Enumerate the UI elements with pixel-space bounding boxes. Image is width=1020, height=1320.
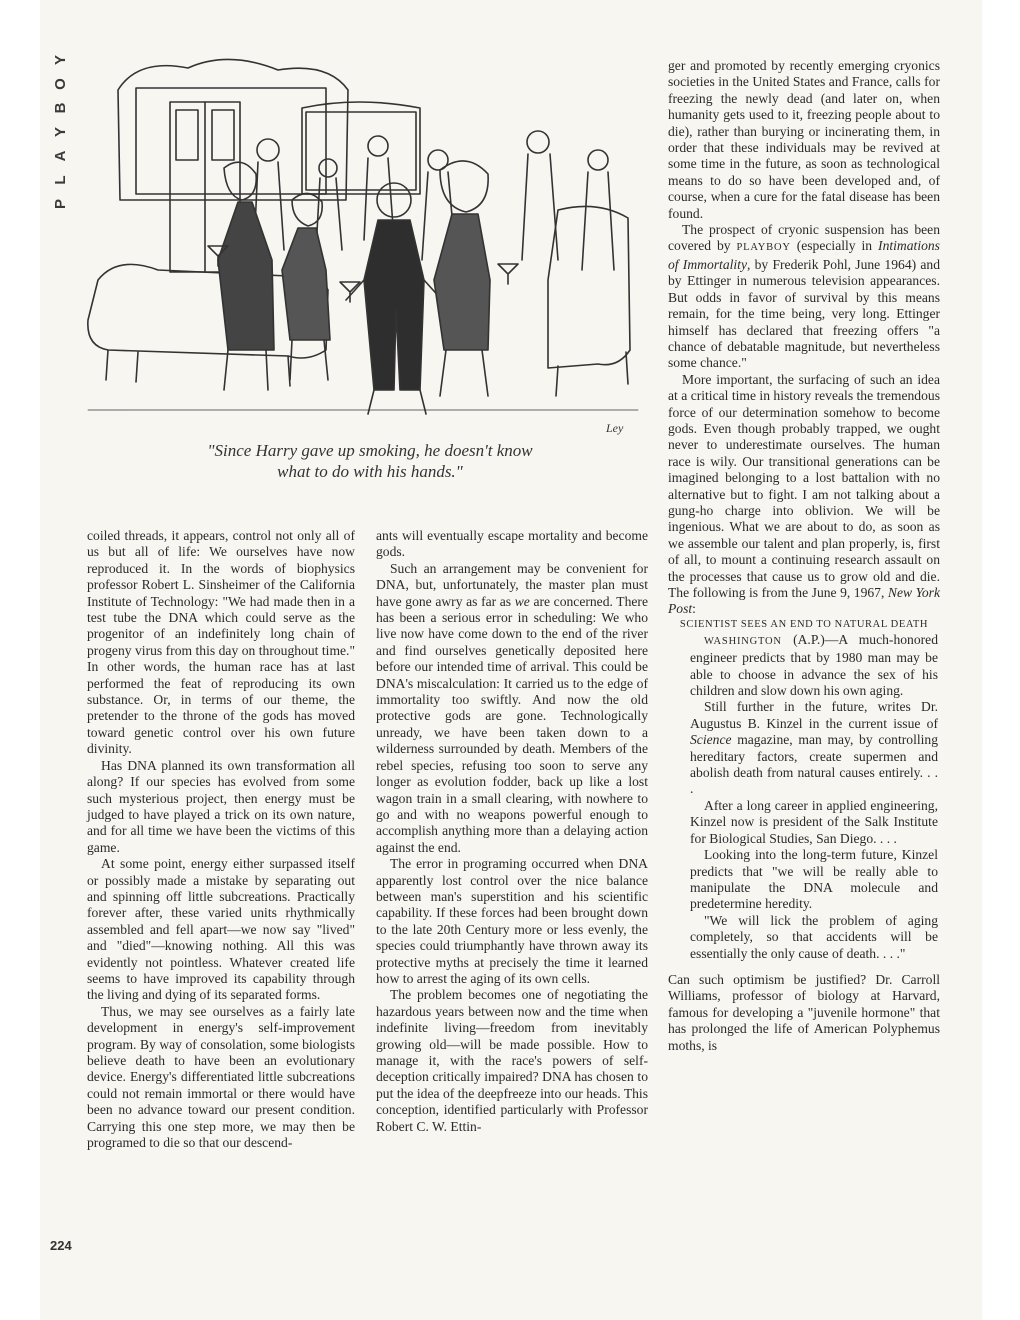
paragraph — [376, 561, 648, 856]
magazine-title: Science — [690, 732, 732, 748]
caption-line-2: what to do with his hands." — [277, 462, 463, 481]
paragraph: coiled threads, it appears, control not only all of us but all of life: We ourselves have now reproduced it. In the words of biophysics professor Robert L. Sinsheimer of the California Institute of Technology: "We had made then in a test tube the DNA which could serve as the progenitor of an indefinitely long chain of progeny virus from this day on throughout time." In other words, the human race has at last performed the feat of reproducing its own substance. Or, in terms of our theme, the pretender to the throne of the gods has moved toward genetic control over his own future divinity. — [87, 528, 355, 757]
masthead-letter: Y — [52, 55, 69, 66]
text-run: : — [692, 601, 696, 617]
paragraph: The error in programing occurred when DNA apparently lost control over the nice balance between man's superstition and his scientific capability. If these forces had been brought down to the late 20th Century more or less evenly, the species could triumphantly have thrown away its protective myths at precisely the time it learned how to arrest the aging of its own cells. — [376, 856, 648, 986]
quote-paragraph: Looking into the long-term future, Kinzel predicts that "we will be really able to manipulate the DNA molecule and predetermine heredity. — [690, 847, 938, 912]
column-3 — [668, 58, 940, 1054]
masthead-letter: A — [52, 150, 69, 162]
text-run: magazine, man may, by controlling hereditary factors, create supermen and abolish death from natural causes entirely. . . . — [690, 732, 938, 797]
paragraph: ger and promoted by recently emerging cryonics societies in the United States and France, calls for freezing the newly dead (and later on, when humanity gets used to it, freezing people about to die), rather than burying or incinerating them, in order that these individuals may be revived at some time in the future, as soon as technological means to do so have been developed and, of course, when a cure for the fatal disease has been found. — [668, 58, 940, 221]
column-1 — [87, 528, 355, 1151]
paragraph: ants will eventually escape mortality and become gods. — [376, 528, 648, 560]
masthead-letters — [52, 48, 70, 216]
paragraph — [668, 372, 940, 618]
masthead-letter: L — [52, 175, 69, 185]
quote-paragraph — [668, 632, 940, 700]
text-run: (A.P.)—A much-honored engineer predicts that by 1980 man may be able to choose in advance the sex of his children and slow down his own aging. — [690, 631, 938, 699]
masthead-letter: B — [52, 102, 69, 114]
paragraph: Can such optimism be justified? Dr. Carroll Williams, professor of biology at Harvard, famous for developing a "juvenile hormone" that has prolonged the life of American Polyphemus moths, is — [668, 971, 940, 1053]
article-title: Intimations of Immortality — [668, 238, 940, 272]
text-run: (especially in — [790, 238, 879, 254]
text-run: Such an arrangement may be convenient for DNA, but, unfortunately, the master plan must have gone awry as far as — [376, 560, 648, 609]
masthead-letter: O — [52, 78, 69, 90]
text-run: , by Frederik Pohl, June 1964) and by Ettinger in numerous television appearances. But odds in favor of survival by this means remain, for the time being, very long. Ettinger himself has declared that freezing offers "a chance of debatable magnitude, but nevertheless some chance." — [668, 256, 940, 371]
emphasis: we — [514, 593, 530, 609]
quote-paragraph: "We will lick the problem of aging completely, so that accidents will be essentially the only cause of death. . . ." — [690, 912, 938, 961]
magazine-name: PLAYBOY — [736, 242, 791, 254]
paragraph: Thus, we may see ourselves as a fairly late development in energy's self-improvement program. By way of consolation, some biologists believe death to have been an evolutionary device. Energy's differentiated little subcreations could not remain immortal or there would have been no advance toward our present condition. Carrying this one step more, we may then be programed to die so that our descend- — [87, 1003, 355, 1151]
text-run: are concerned. There has been a serious error in scheduling: We who live now have come down to the end of the river and find ourselves genetically deposited here before our intended time of arrival. This could be DNA's miscalculation: It carried us to the edge of immortality too swiftly. And now the old protective gods are gone. Technologically unready, we have been taken down to a wilderness surrounded by death. Members of the rebel species, refusing too soon to serve any longer as evolution fodder, back up like a lost wagon train in a small clearing, with nowhere to go and with no weapons powerful enough to accomplish anything more than a delaying action against the end. — [376, 593, 648, 855]
quote-paragraph — [668, 699, 940, 797]
paragraph: The problem becomes one of negotiating the hazardous years between now and the time when indefinite living—freedom from inevitably growing old—will be made possible. How to manage it, with the race's powers of self-deception critically impaired? DNA has chosen to put the idea of the deepfreeze into our heads. This conception, identified particularly with Professor Robert C. W. Ettin- — [376, 987, 648, 1134]
paragraph — [668, 222, 940, 372]
paragraph: Has DNA planned its own transformation all along? If our species has evolved from some such mysterious project, then energy must be judged to have played a trick on its own nature, and for all time we have been the victims of this game. — [87, 757, 355, 855]
masthead-letter: Y — [52, 127, 69, 138]
cartoon-caption — [120, 440, 620, 482]
masthead-letter: P — [52, 199, 69, 210]
newspaper-name: New York Post — [668, 585, 941, 617]
dateline: WASHINGTON — [704, 635, 782, 647]
cartoon-signature: Ley — [606, 421, 624, 435]
text-run: The prospect of cryonic suspension has been covered by — [668, 222, 940, 254]
text-run: Still further in the future, writes Dr. Augustus B. Kinzel in the current issue of — [690, 699, 938, 731]
masthead — [52, 48, 70, 216]
quoted-article — [668, 632, 940, 962]
quoted-headline: SCIENTIST SEES AN END TO NATURAL DEATH — [679, 618, 929, 630]
quote-paragraph: After a long career in applied engineering, Kinzel now is president of the Salk Institute for Biological Studies, San Diego. . . . — [690, 797, 938, 846]
cartoon-illustration — [78, 50, 650, 440]
column-2 — [376, 528, 648, 1135]
text-run: More important, the surfacing of such an idea at a critical time in history reveals the tremendous force of our determination somehow to become gods. Even though probably trapped, we ought never to underestimate ourselves. The human race is wily. Our transitional generations can be imagined belonging to a lost battalion with no alternative but to fight. I am not talking about a gung-ho charge into oblivion. We will be ingenious. What we are about to do, as soon as we assemble our talent and plan properly, is, first of all, to mount a continuing research assault on the processes that cause us to grow old and die. The following is from the June 9, 1967, — [668, 371, 940, 600]
caption-line-1: "Since Harry gave up smoking, he doesn't know — [207, 441, 533, 460]
page-number: 224 — [50, 1238, 72, 1253]
paragraph: At some point, energy either surpassed itself or possibly made a mistake by separating out and spinning off little subcreations. Practically forever after, these varied units rhythmically assembled and fell apart—we now say "lived" and "died"—knowing nothing. All this was evidently not pointless. Whatever created life seems to have improved its capability through the living and dying of its separated forms. — [87, 856, 355, 1003]
